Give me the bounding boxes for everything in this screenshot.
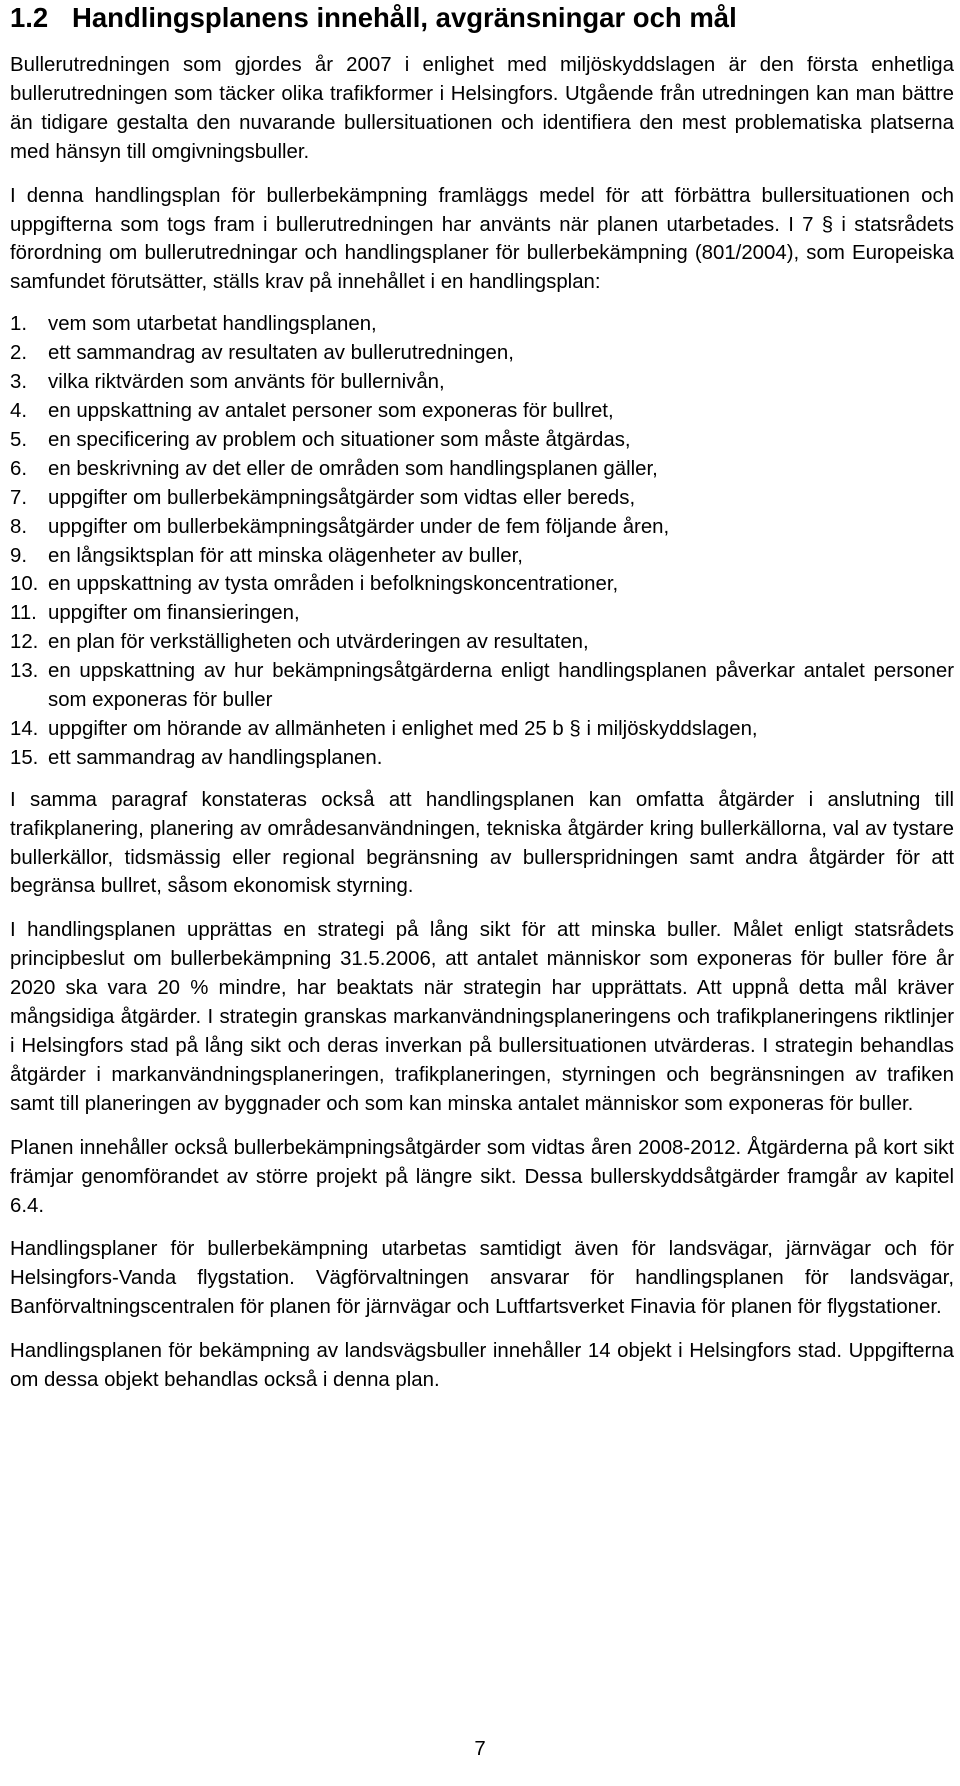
requirements-list xyxy=(10,310,954,773)
paragraph-2: I denna handlingsplan för bullerbekämpning framläggs medel för att förbättra bullersituationen och uppgifterna som togs fram i bullerutredningen har använts när planen utarbetades. I 7 § i statsrådets förordning om bullerutredningar och handlingsplaner för bullerbekämpning (801/2004), som Europeiska samfundet förutsätter, ställs krav på innehållet i en handlingsplan: xyxy=(10,184,954,294)
list-number: 1. xyxy=(10,313,28,336)
list-item xyxy=(10,339,954,368)
list-number: 14. xyxy=(10,717,39,740)
list-item xyxy=(10,426,954,455)
list-item xyxy=(10,715,954,744)
list-text: en långsiktsplan för att minska olägenheter av buller, xyxy=(48,544,523,567)
list-item xyxy=(10,628,954,657)
paragraph-4: I handlingsplanen upprättas en strategi på lång sikt för att minska buller. Målet enligt statsrådets principbeslut om bullerbekämpning 31.5.2006, att antalet människor som exponeras för buller före år 2020 ska vara 20 % mindre, har beaktats när strategin har upprättats. Att uppnå detta mål kräver mångsidiga åtgärder. I strategin granskas markanvändningsplaneringens och trafikplaneringens riktlinjer i Helsingfors stad på lång sikt och deras inverkan på bullersituationen utvärderas. I strategin behandlas åtgärder i markanvändningsplaneringen, trafikplaneringen, styrningen och begränsningen av trafiken samt till planeringen av byggnader och som kan minska antalet människor som exponeras för buller. xyxy=(10,919,954,1115)
list-item xyxy=(10,397,954,426)
list-text: en uppskattning av tysta områden i befolkningskoncentrationer, xyxy=(48,573,619,596)
list-item xyxy=(10,455,954,484)
list-item xyxy=(10,484,954,513)
list-number: 5. xyxy=(10,428,28,451)
list-number: 3. xyxy=(10,371,28,394)
list-text: vem som utarbetat handlingsplanen, xyxy=(48,313,377,336)
document-page xyxy=(10,0,954,1395)
paragraph-5: Planen innehåller också bullerbekämpningsåtgärder som vidtas åren 2008-2012. Åtgärderna på kort sikt främjar genomförandet av större projekt på längre sikt. Dessa bullerskyddsåtgärder framgår av kapitel 6.4. xyxy=(10,1136,954,1217)
paragraph-3: I samma paragraf konstateras också att handlingsplanen kan omfatta åtgärder i anslutning till trafikplanering, planering av områdesanvändningen, tekniska åtgärder kring bullerkällorna, val av tystare bullerkällor, tidsmässig eller regional begränsning av bullerspridningen samt andra åtgärder för att begränsa bullret, såsom ekonomisk styrning. xyxy=(10,788,954,898)
list-item xyxy=(10,368,954,397)
list-item xyxy=(10,310,954,339)
list-text: en specificering av problem och situationer som måste åtgärdas, xyxy=(48,428,631,451)
list-text: ett sammandrag av handlingsplanen. xyxy=(48,746,383,769)
list-item xyxy=(10,657,954,715)
list-number: 15. xyxy=(10,746,39,769)
paragraph-7: Handlingsplanen för bekämpning av landsvägsbuller innehåller 14 objekt i Helsingfors stad. Uppgifterna om dessa objekt behandlas också i denna plan. xyxy=(10,1340,954,1392)
list-text: uppgifter om hörande av allmänheten i enlighet med 25 b § i miljöskyddslagen, xyxy=(48,717,758,740)
list-number: 13. xyxy=(10,660,39,683)
list-item xyxy=(10,513,954,542)
list-text: uppgifter om bullerbekämpningsåtgärder under de fem följande åren, xyxy=(48,515,670,538)
list-text: vilka riktvärden som använts för bullernivån, xyxy=(48,371,445,394)
list-text: en uppskattning av antalet personer som exponeras för bullret, xyxy=(48,399,614,422)
list-text: ett sammandrag av resultaten av bullerutredningen, xyxy=(48,342,514,365)
list-number: 12. xyxy=(10,631,39,654)
list-text: en beskrivning av det eller de områden som handlingsplanen gäller, xyxy=(48,457,658,480)
list-text: en plan för verkställigheten och utvärderingen av resultaten, xyxy=(48,631,589,654)
list-number: 2. xyxy=(10,342,28,365)
list-item xyxy=(10,599,954,628)
list-text: uppgifter om finansieringen, xyxy=(48,602,300,625)
paragraph-6: Handlingsplaner för bullerbekämpning utarbetas samtidigt även för landsvägar, järnvägar och för Helsingfors-Vanda flygstation. Vägförvaltningen ansvarar för handlingsplanen för landsvägar, Banförvaltningscentralen för planen för järnvägar och Luftfartsverket Finavia för planen för flygstationer. xyxy=(10,1238,954,1319)
list-number: 4. xyxy=(10,399,28,422)
list-number: 8. xyxy=(10,515,28,538)
section-number: 1.2 xyxy=(10,2,49,33)
list-text: en uppskattning av hur bekämpningsåtgärderna enligt handlingsplanen påverkar antalet personer som exponeras för buller xyxy=(48,660,954,712)
list-item xyxy=(10,570,954,599)
section-title: Handlingsplanens innehåll, avgränsningar och mål xyxy=(72,2,737,33)
section-heading xyxy=(10,0,954,34)
list-number: 7. xyxy=(10,486,28,509)
page-number: 7 xyxy=(474,1738,486,1760)
paragraph-1: Bullerutredningen som gjordes år 2007 i enlighet med miljöskyddslagen är den första enhetliga bullerutredningen som täcker olika trafikformer i Helsingfors. Utgående från utredningen kan man bättre än tidigare gestalta den nuvarande bullersituationen och identifiera den mest problematiska platserna med hänsyn till omgivningsbuller. xyxy=(10,54,954,163)
list-text: uppgifter om bullerbekämpningsåtgärder som vidtas eller bereds, xyxy=(48,486,636,509)
list-item xyxy=(10,744,954,773)
list-number: 11. xyxy=(10,602,37,625)
list-number: 6. xyxy=(10,457,28,480)
list-number: 9. xyxy=(10,544,28,567)
list-item xyxy=(10,542,954,571)
list-number: 10. xyxy=(10,573,39,596)
